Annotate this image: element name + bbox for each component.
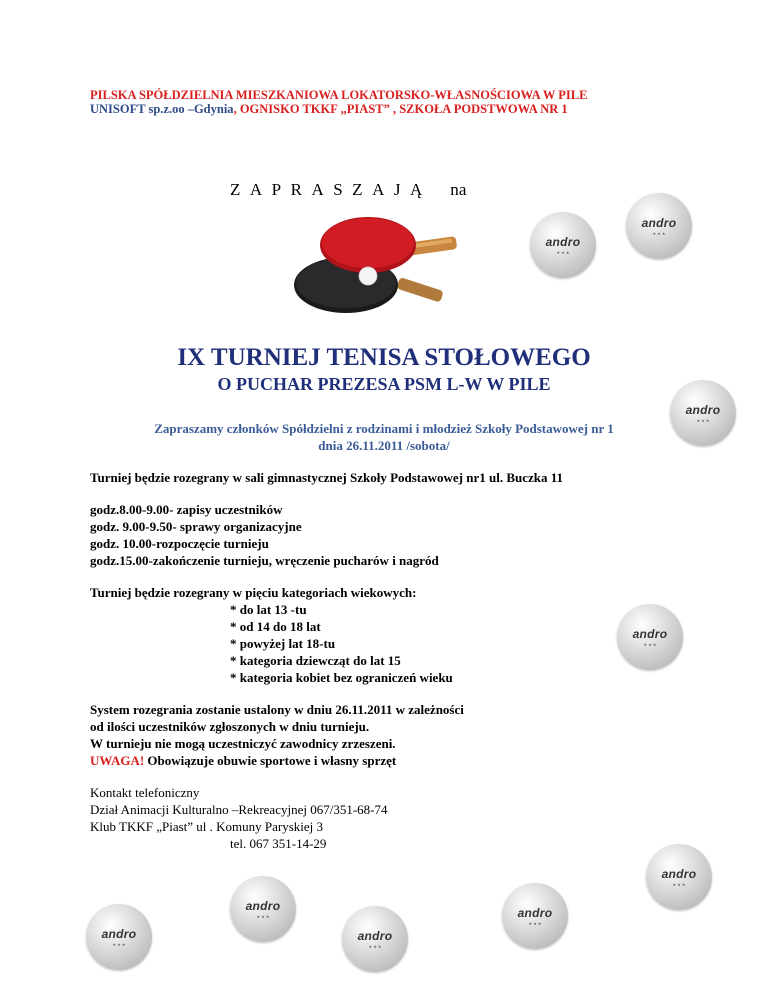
welcome-line-1: Zapraszamy członków Spółdzielni z rodzinami i młodzież Szkoły Podstawowej nr 1 [154,421,614,436]
contact-line-2: Klub TKKF „Piast” ul . Komuny Paryskiej 3 [90,819,324,834]
ball-icon: andro ★ ★ ★ [646,844,712,910]
warning-text: Obowiązuje obuwie sportowe i własny sprzęt [144,753,397,768]
invite-line [230,180,467,200]
category-item: * powyżej lat 18-tu [230,636,336,651]
categories-intro: Turniej będzie rozegrany w pięciu kategoriach wiekowych: [90,585,417,600]
organizer-line-1: PILSKA SPÓŁDZIELNIA MIESZKANIOWA LOKATORSKO-WŁASNOŚCIOWA W PILE [90,88,588,102]
schedule-item: godz.8.00-9.00- zapisy uczestników [90,502,283,517]
ball-icon: andro ★ ★ ★ [230,876,296,942]
invite-na: na [450,180,467,199]
invite-spaced-word: ZAPRASZAJĄ [230,180,432,199]
ball-icon: andro ★ ★ ★ [530,212,596,278]
ball-icon: andro ★ ★ ★ [86,904,152,970]
contact-line-3: tel. 067 351-14-29 [230,836,327,851]
category-item: * kategoria dziewcząt do lat 15 [230,653,401,668]
tournament-title: IX TURNIEJ TENISA STOŁOWEGO [177,344,591,371]
ball-icon: andro ★ ★ ★ [626,193,692,259]
welcome-date: dnia 26.11.2011 /sobota/ [318,438,450,453]
system-line: System rozegrania zostanie ustalony w dniu 26.11.2011 w zależności [90,702,464,717]
schedule-item: godz. 9.00-9.50- sprawy organizacyjne [90,519,302,534]
organizer-unisoft: UNISOFT sp.z.oo –Gdynia [90,102,234,116]
system-line: od ilości uczestników zgłoszonych w dniu turnieju. [90,719,370,734]
warning-label: UWAGA! [90,753,145,768]
organizer-others: , OGNISKO TKKF „PIAST” , SZKOŁA PODSTWOWA NR 1 [233,102,568,116]
category-item: * od 14 do 18 lat [230,619,321,634]
contact-heading: Kontakt telefoniczny [90,785,200,800]
ball-icon: andro ★ ★ ★ [670,380,736,446]
tournament-subtitle: O PUCHAR PREZESA PSM L-W W PILE [217,374,551,394]
venue-text: Turniej będzie rozegrany w sali gimnastycznej Szkoły Podstawowej nr1 ul. Buczka 11 [90,470,564,485]
category-item: * do lat 13 -tu [230,602,307,617]
organizer-line-2 [90,101,568,117]
schedule-item: godz.15.00-zakończenie turnieju, wręczenie pucharów i nagród [90,553,439,568]
paddles-icon [282,213,460,323]
schedule-item: godz. 10.00-rozpoczęcie turnieju [90,536,269,551]
ball-icon: andro ★ ★ ★ [342,906,408,972]
ball-icon: andro ★ ★ ★ [502,883,568,949]
contact-line-1: Dział Animacji Kulturalno –Rekreacyjnej 067/351-68-74 [90,802,388,817]
system-line: W turnieju nie mogą uczestniczyć zawodnicy zrzeszeni. [90,736,396,751]
ball-icon: andro ★ ★ ★ [617,604,683,670]
category-item: * kategoria kobiet bez ograniczeń wieku [230,670,453,685]
warning-line [90,752,396,769]
